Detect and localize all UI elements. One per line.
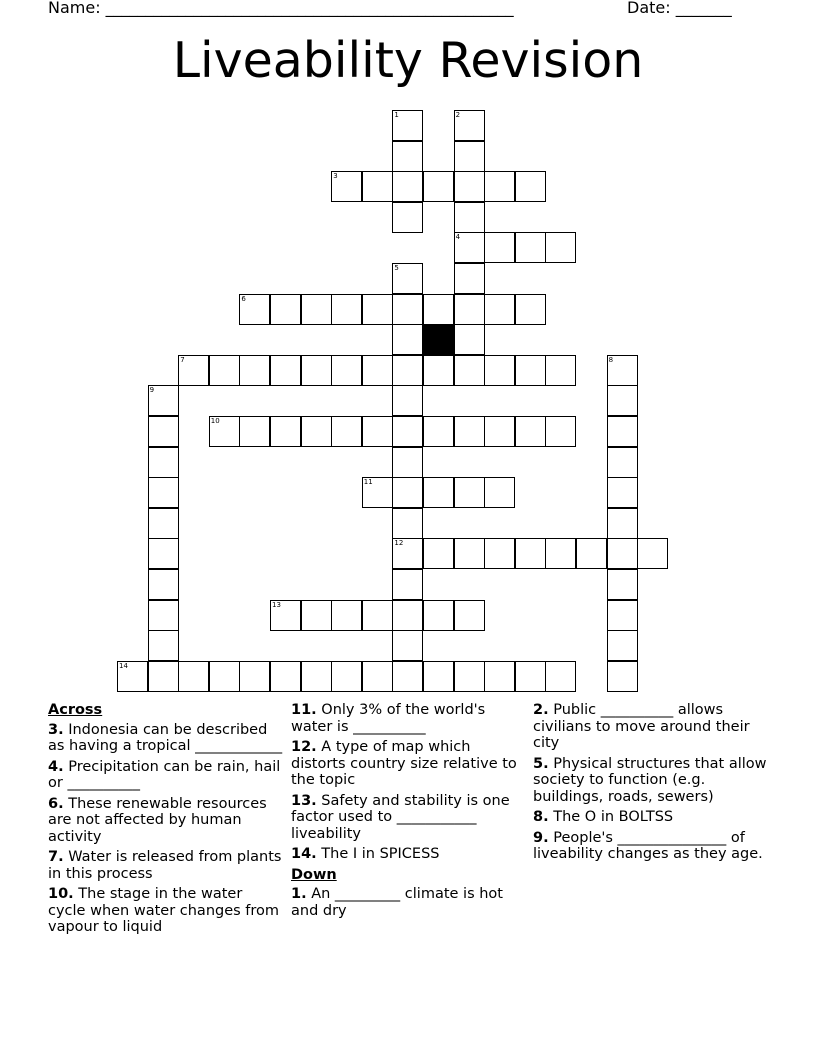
grid-cell[interactable] xyxy=(362,171,393,202)
grid-cell[interactable] xyxy=(484,416,515,447)
clue-down-2: 2. Public __________ allows civilians to move around their city xyxy=(533,702,750,751)
grid-cell[interactable] xyxy=(515,294,546,325)
grid-cell[interactable] xyxy=(454,110,485,141)
grid-cell[interactable] xyxy=(454,263,485,294)
clue-number: 1 xyxy=(394,111,399,119)
grid-cell[interactable] xyxy=(454,416,485,447)
page-title: Liveability Revision xyxy=(172,32,644,89)
grid-cell[interactable] xyxy=(270,416,301,447)
grid-cell[interactable] xyxy=(515,171,546,202)
grid-cell[interactable] xyxy=(331,355,362,386)
grid-cell[interactable] xyxy=(515,416,546,447)
grid-cell[interactable] xyxy=(392,294,423,325)
grid-cell[interactable] xyxy=(423,171,454,202)
grid-cell[interactable] xyxy=(454,294,485,325)
grid-cell[interactable] xyxy=(362,661,393,692)
grid-cell[interactable] xyxy=(607,385,638,416)
grid-cell[interactable] xyxy=(301,355,332,386)
grid-cell[interactable] xyxy=(209,661,240,692)
grid-cell[interactable] xyxy=(117,661,148,692)
clue-number: 2 xyxy=(455,111,461,119)
clue-across-3: 3. Indonesia can be described as having a tropical ____________ xyxy=(48,721,283,754)
grid-cell[interactable] xyxy=(484,171,515,202)
grid-cell[interactable] xyxy=(607,355,638,386)
grid-cell[interactable] xyxy=(148,600,179,631)
grid-cell[interactable] xyxy=(515,355,546,386)
clue-number: 4 xyxy=(455,233,461,242)
grid-cell[interactable] xyxy=(392,416,423,447)
grid-cell[interactable] xyxy=(545,661,576,692)
grid-cell[interactable] xyxy=(484,232,515,263)
grid-cell[interactable] xyxy=(331,416,362,447)
grid-cell[interactable] xyxy=(607,569,638,600)
clue-down-1: 1. An _________ climate is hot and dry xyxy=(291,886,503,919)
clue-number: 7 xyxy=(180,355,185,364)
grid-cell[interactable] xyxy=(148,477,179,508)
clue-across-6: 6. These renewable resources are not affected by human activity xyxy=(48,795,267,845)
clues-column-3 xyxy=(533,702,768,867)
date-field-label[interactable]: Date: _______ xyxy=(627,0,732,17)
grid-cell[interactable] xyxy=(607,538,638,569)
grid-cell[interactable] xyxy=(454,202,485,233)
clue-across-4: 4. Precipitation can be rain, hail or __________ xyxy=(48,758,281,791)
grid-cell[interactable] xyxy=(148,508,179,539)
grid-cell[interactable] xyxy=(423,355,454,386)
grid-cell[interactable] xyxy=(545,232,576,263)
clue-number: 8 xyxy=(608,355,614,364)
grid-cell[interactable] xyxy=(484,294,515,325)
clue-across-14: 14. The I in SPICESS xyxy=(291,846,440,862)
grid-cell[interactable] xyxy=(392,569,423,600)
grid-cell[interactable] xyxy=(148,416,179,447)
grid-cell[interactable] xyxy=(545,416,576,447)
grid-cell[interactable] xyxy=(484,661,515,692)
clue-down-9: 9. People's _______________ of liveability changes as they age. xyxy=(533,829,763,862)
grid-cell[interactable] xyxy=(454,141,485,172)
grid-cell[interactable] xyxy=(362,416,393,447)
grid-cell[interactable] xyxy=(148,630,179,661)
grid-cell[interactable] xyxy=(209,355,240,386)
grid-cell[interactable] xyxy=(607,600,638,631)
clue-number: 6 xyxy=(241,294,246,303)
grid-cell[interactable] xyxy=(454,232,485,263)
clue-number: 11 xyxy=(363,478,373,487)
down-heading: Down xyxy=(291,866,337,883)
grid-cell[interactable] xyxy=(454,538,485,569)
clues-column-2 xyxy=(291,702,526,923)
clue-number: 10 xyxy=(210,417,220,425)
grid-cell[interactable] xyxy=(392,355,423,386)
grid-cell[interactable] xyxy=(545,355,576,386)
grid-cell[interactable] xyxy=(392,661,423,692)
grid-cell[interactable] xyxy=(423,416,454,447)
grid-cell[interactable] xyxy=(270,600,301,631)
grid-cell[interactable] xyxy=(392,141,423,172)
grid-cell[interactable] xyxy=(423,294,454,325)
grid-cell[interactable] xyxy=(362,477,393,508)
clue-across-7: 7. Water is released from plants in this process xyxy=(48,849,282,882)
grid-cell[interactable] xyxy=(454,324,485,355)
grid-cell[interactable] xyxy=(607,630,638,661)
clue-across-13: 13. Safety and stability is one factor used to ___________ liveability xyxy=(291,792,510,842)
grid-cell[interactable] xyxy=(331,171,362,202)
grid-cell[interactable] xyxy=(148,569,179,600)
grid-cell[interactable] xyxy=(239,294,270,325)
grid-cell[interactable] xyxy=(331,661,362,692)
clue-number: 5 xyxy=(394,264,399,272)
clue-across-11: 11. Only 3% of the world's water is __________ xyxy=(291,702,486,735)
grid-cell[interactable] xyxy=(392,477,423,508)
grid-cell[interactable] xyxy=(392,202,423,233)
clue-down-5: 5. Physical structures that allow society to function (e.g. buildings, roads, sewers) xyxy=(533,755,767,805)
grid-cell[interactable] xyxy=(392,171,423,202)
clue-number: 13 xyxy=(272,600,281,609)
clue-number: 3 xyxy=(333,172,338,181)
grid-cell[interactable] xyxy=(392,447,423,478)
grid-cell[interactable] xyxy=(423,477,454,508)
grid-cell[interactable] xyxy=(607,661,638,692)
grid-cell[interactable] xyxy=(454,171,485,202)
grid-cell[interactable] xyxy=(148,385,179,416)
grid-cell[interactable] xyxy=(423,538,454,569)
grid-cell[interactable] xyxy=(270,355,301,386)
grid-cell[interactable] xyxy=(270,661,301,692)
clue-number: 14 xyxy=(119,661,128,670)
grid-cell[interactable] xyxy=(392,600,423,631)
grid-cell[interactable] xyxy=(301,416,332,447)
grid-cell[interactable] xyxy=(239,661,270,692)
grid-cell[interactable] xyxy=(545,538,576,569)
grid-cell[interactable] xyxy=(392,324,423,355)
grid-cell[interactable] xyxy=(392,538,423,569)
grid-cell[interactable] xyxy=(148,538,179,569)
name-field-label[interactable]: Name: ___________________________________________________ xyxy=(48,0,514,17)
grid-cell[interactable] xyxy=(484,538,515,569)
grid-cell[interactable] xyxy=(576,538,607,569)
grid-cell[interactable] xyxy=(607,416,638,447)
grid-cell[interactable] xyxy=(148,661,179,692)
grid-cell[interactable] xyxy=(423,600,454,631)
grid-cell[interactable] xyxy=(607,447,638,478)
grid-cell[interactable] xyxy=(301,661,332,692)
grid-cell[interactable] xyxy=(362,294,393,325)
clue-across-12: 12. A type of map which distorts country size relative to the topic xyxy=(291,739,517,788)
clue-down-8: 8. The O in BOLTSS xyxy=(533,809,674,825)
clue-number: 9 xyxy=(149,386,155,395)
clue-across-10: 10. The stage in the water cycle when water changes from vapour to liquid xyxy=(48,886,280,935)
grid-cell[interactable] xyxy=(331,600,362,631)
grid-cell[interactable] xyxy=(637,538,668,569)
grid-cell[interactable] xyxy=(270,294,301,325)
grid-cell[interactable] xyxy=(239,416,270,447)
grid-cell[interactable] xyxy=(454,477,485,508)
grid-cell[interactable] xyxy=(515,232,546,263)
grid-cell[interactable] xyxy=(454,355,485,386)
grid-cell[interactable] xyxy=(392,385,423,416)
grid-cell[interactable] xyxy=(515,538,546,569)
grid-cell[interactable] xyxy=(392,263,423,294)
grid-cell[interactable] xyxy=(301,294,332,325)
grid-cell[interactable] xyxy=(454,600,485,631)
grid-cell[interactable] xyxy=(362,355,393,386)
grid-cell[interactable] xyxy=(392,630,423,661)
grid-cell[interactable] xyxy=(209,416,240,447)
grid-cell[interactable] xyxy=(148,447,179,478)
grid-cell[interactable] xyxy=(607,477,638,508)
grid-cell[interactable] xyxy=(423,661,454,692)
grid-cell[interactable] xyxy=(484,355,515,386)
grid-cell[interactable] xyxy=(392,110,423,141)
grid-cell[interactable] xyxy=(239,355,270,386)
grid-cell[interactable] xyxy=(392,508,423,539)
clue-number: 12 xyxy=(394,539,404,548)
grid-cell[interactable] xyxy=(301,600,332,631)
black-square xyxy=(423,324,454,355)
grid-cell[interactable] xyxy=(331,294,362,325)
grid-cell[interactable] xyxy=(454,661,485,692)
grid-cell[interactable] xyxy=(178,661,209,692)
across-heading: Across xyxy=(48,702,103,718)
grid-cell[interactable] xyxy=(178,355,209,386)
grid-cell[interactable] xyxy=(484,477,515,508)
grid-cell[interactable] xyxy=(515,661,546,692)
grid-cell[interactable] xyxy=(362,600,393,631)
clues-column-1 xyxy=(48,702,283,940)
grid-cell[interactable] xyxy=(607,508,638,539)
